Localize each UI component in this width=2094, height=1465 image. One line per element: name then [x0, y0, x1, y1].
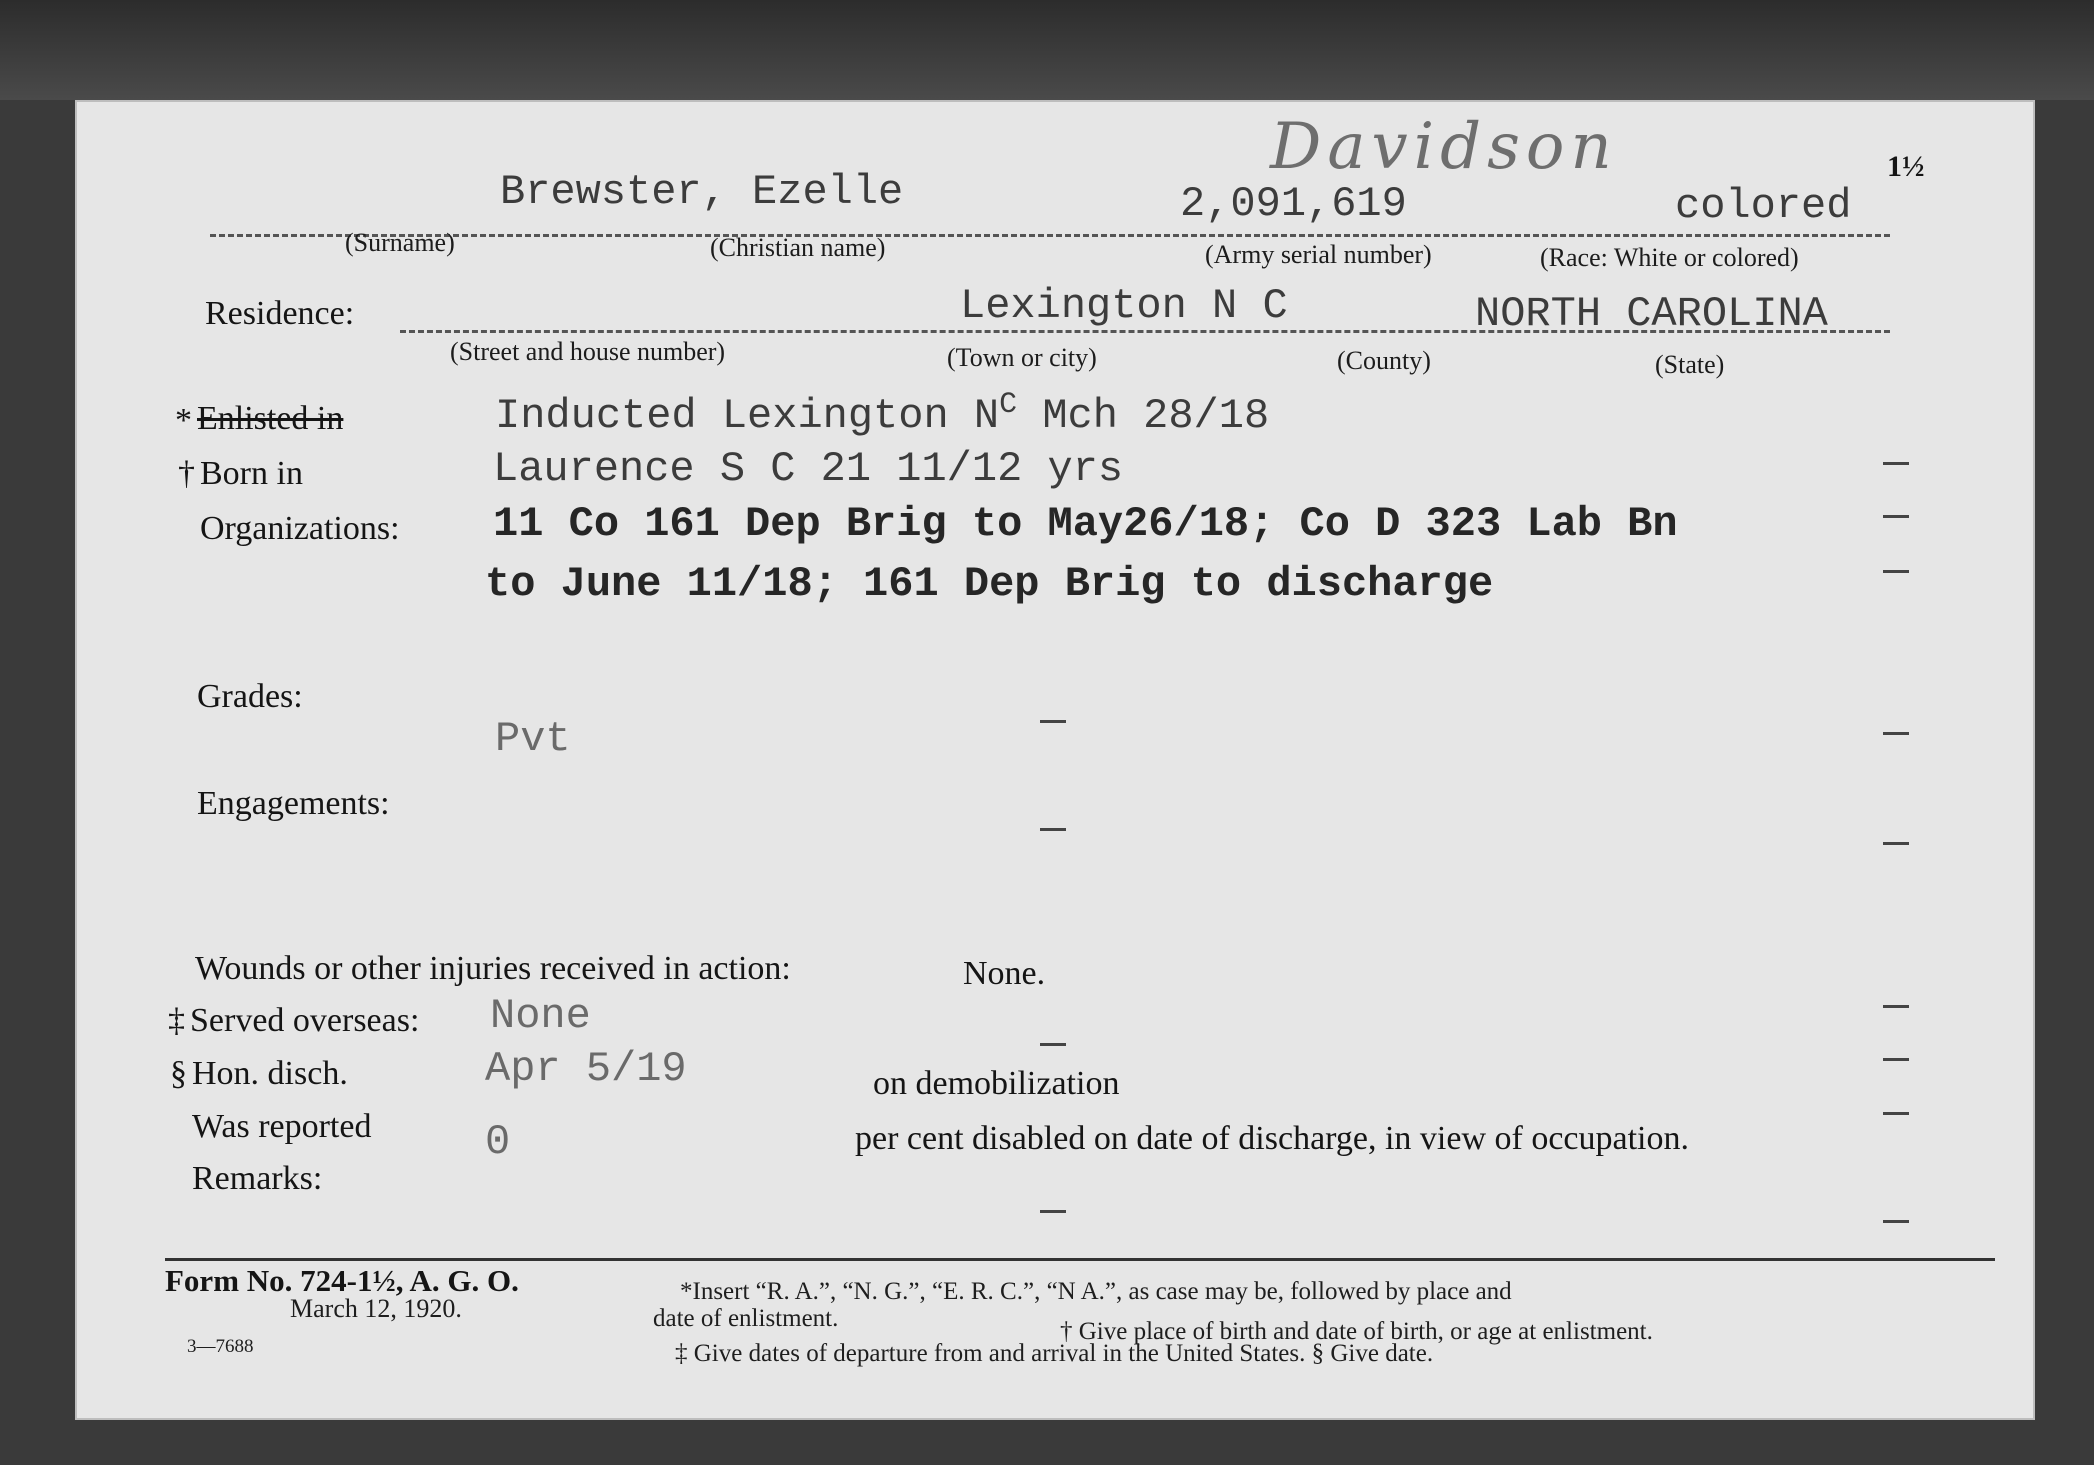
footnote-line-1: *Insert “R. A.”, “N. G.”, “E. R. C.”, “N A.”, as case may be, followed by place and [680, 1278, 1512, 1305]
remarks-label: Remarks: [192, 1160, 323, 1197]
footnote-line-2a: date of enlistment. [653, 1305, 839, 1332]
caption-county: (County) [1337, 346, 1431, 375]
form-number: Form No. 724-1½, A. G. O. [165, 1263, 519, 1298]
grades-value: Pvt [495, 715, 571, 763]
margin-tick [1883, 1005, 1909, 1008]
disch-suffix: on demobilization [873, 1065, 1120, 1102]
overseas-marker: ‡ [168, 1002, 185, 1039]
disch-value: Apr 5/19 [485, 1045, 687, 1093]
margin-tick [1883, 1220, 1909, 1223]
caption-christian-name: (Christian name) [710, 233, 886, 262]
margin-tick [1883, 462, 1909, 465]
caption-race: (Race: White or colored) [1540, 243, 1799, 272]
enlisted-value-main: Inducted Lexington N [495, 392, 1000, 440]
form-fraction: 1½ [1887, 150, 1925, 183]
disch-label: Hon. disch. [192, 1055, 348, 1092]
middle-tick [1040, 1210, 1066, 1213]
wounds-value: None. [963, 955, 1046, 992]
reported-label: Was reported [192, 1108, 372, 1145]
middle-tick [1040, 828, 1066, 831]
caption-town: (Town or city) [947, 343, 1097, 372]
reported-value: 0 [485, 1118, 511, 1166]
footer-rule [165, 1258, 1995, 1261]
army-serial-number: 2,091,619 [1180, 180, 1407, 228]
surname-christian-name: Brewster, Ezelle [500, 168, 904, 216]
organizations-label: Organizations: [200, 510, 400, 547]
residence-state: NORTH CAROLINA [1475, 290, 1828, 338]
disch-marker: § [170, 1055, 187, 1092]
scan-backdrop [0, 0, 2094, 100]
margin-tick [1883, 1058, 1909, 1061]
enlisted-value-super: C [999, 388, 1018, 422]
caption-serial: (Army serial number) [1205, 240, 1432, 269]
enlisted-label: Enlisted in [197, 400, 344, 437]
footnote-line-2b: † Give place of birth and date of birth, or age at enlistment. [1060, 1318, 1653, 1345]
margin-tick [1883, 842, 1909, 845]
race-value: colored [1675, 182, 1852, 230]
margin-tick [1883, 570, 1909, 573]
enlisted-value [495, 388, 1269, 440]
handwritten-county: Davidson [1270, 110, 1618, 184]
enlisted-marker: * [175, 402, 192, 439]
margin-tick [1883, 732, 1909, 735]
residence-label: Residence: [205, 295, 355, 332]
overseas-value: None [490, 992, 591, 1040]
middle-tick [1040, 720, 1066, 723]
form-date: March 12, 1920. [290, 1294, 462, 1323]
footnote-line-3: ‡ Give dates of departure from and arrival in the United States. § Give date. [675, 1340, 1434, 1367]
organizations-line-2: to June 11/18; 161 Dep Brig to discharge [485, 560, 1494, 608]
born-value: Laurence S C 21 11/12 yrs [493, 445, 1124, 493]
enlisted-value-rest: Mch 28/18 [1042, 392, 1270, 440]
caption-street: (Street and house number) [450, 337, 726, 366]
reported-suffix: per cent disabled on date of discharge, in view of occupation. [855, 1120, 1689, 1157]
overseas-label: Served overseas: [190, 1002, 420, 1039]
residence-town: Lexington N C [960, 282, 1288, 330]
born-label: Born in [200, 455, 303, 492]
service-record-card [75, 100, 2035, 1420]
residence-rule [400, 330, 1890, 333]
organizations-line-1: 11 Co 161 Dep Brig to May26/18; Co D 323 Lab Bn [493, 500, 1678, 548]
wounds-label: Wounds or other injuries received in action: [195, 950, 791, 987]
margin-tick [1883, 1112, 1909, 1115]
print-code: 3—7688 [187, 1336, 254, 1357]
header-rule [210, 234, 1890, 237]
margin-tick [1883, 515, 1909, 518]
caption-state: (State) [1655, 350, 1725, 379]
engagements-label: Engagements: [197, 785, 390, 822]
middle-tick [1040, 1043, 1066, 1046]
born-marker: † [178, 455, 195, 492]
caption-surname: (Surname) [345, 228, 455, 257]
grades-label: Grades: [197, 678, 303, 715]
